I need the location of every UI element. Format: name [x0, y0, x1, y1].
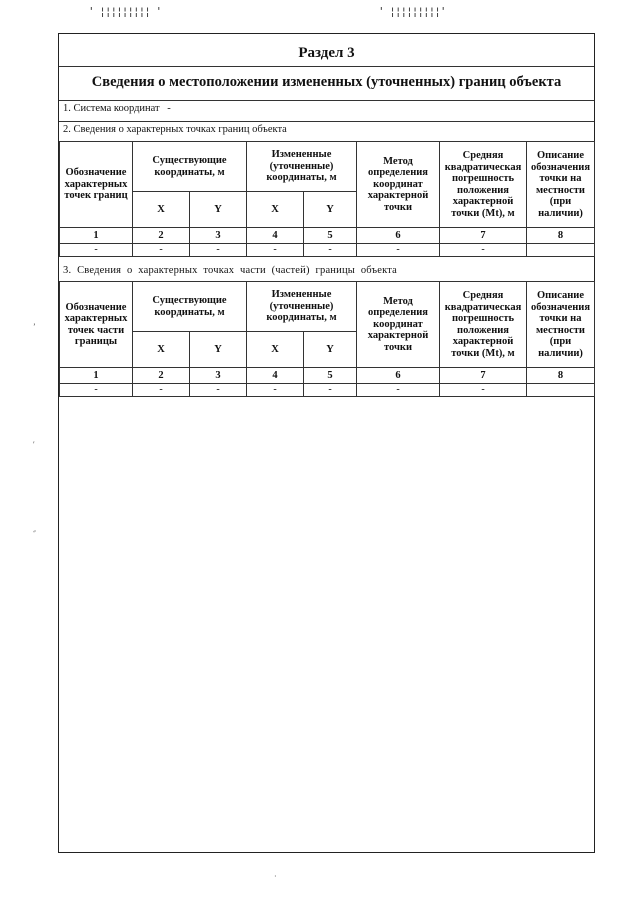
coordinate-system-label: 1. Система координат — [63, 103, 160, 114]
coordinate-system-value: - — [167, 103, 171, 114]
divider — [59, 121, 594, 122]
header-x-changed: X — [247, 332, 304, 368]
header-description: Описание обозначения точки на местности (при наличии) — [527, 142, 595, 228]
table-cell: - — [247, 384, 304, 397]
table-cell: - — [440, 384, 527, 397]
header-error: Средняя квадратическая погрешность положения характерной точки (Mt), м — [440, 142, 527, 228]
coordinate-system — [63, 103, 171, 114]
header-existing-coordinates: Существующие координаты, м — [133, 282, 247, 332]
scan-speck: ״ — [33, 528, 37, 537]
header-description: Описание обозначения точки на местности (при наличии) — [527, 282, 595, 368]
document-frame — [58, 33, 595, 853]
column-number: 6 — [357, 368, 440, 384]
barcode-mark-right: ' ¦¦¦¦¦¦¦¦¦' — [378, 5, 446, 18]
column-number: 5 — [304, 228, 357, 244]
header-existing-coordinates: Существующие координаты, м — [133, 142, 247, 192]
column-number: 8 — [527, 228, 595, 244]
table-cell — [527, 244, 595, 257]
boundary-part-points-table — [59, 281, 595, 397]
column-number: 7 — [440, 368, 527, 384]
table-cell: - — [60, 244, 133, 257]
divider — [59, 100, 594, 101]
header-x-changed: X — [247, 192, 304, 228]
column-number: 3 — [190, 228, 247, 244]
section-title: Раздел 3 — [298, 45, 355, 61]
header-y-changed: Y — [304, 192, 357, 228]
table-cell: - — [133, 384, 190, 397]
scan-speck: ʹ — [33, 440, 35, 449]
section-subtitle: Сведения о местоположении измененных (уточненных) границ объекта — [91, 74, 562, 90]
column-number: 5 — [304, 368, 357, 384]
header-changed-coordinates: Измененные (уточненные) координаты, м — [247, 282, 357, 332]
header-y-existing: Y — [190, 192, 247, 228]
table-cell: - — [440, 244, 527, 257]
header-method: Метод определения координат характерной точки — [357, 142, 440, 228]
table-row — [60, 244, 595, 257]
barcode-mark-left: ' ¦¦¦¦¦¦¦¦¦ ' — [88, 5, 162, 18]
header-x-existing: X — [133, 192, 190, 228]
header-designation: Обозначение характерных точек границ — [60, 142, 133, 228]
column-number: 7 — [440, 228, 527, 244]
column-number: 4 — [247, 368, 304, 384]
divider — [59, 66, 594, 67]
table1-caption: 2. Сведения о характерных точках границ объекта — [63, 124, 287, 135]
column-number: 1 — [60, 368, 133, 384]
header-y-existing: Y — [190, 332, 247, 368]
scan-speck: ʼ — [33, 322, 36, 331]
table-cell: - — [190, 384, 247, 397]
table-cell: - — [190, 244, 247, 257]
column-number: 3 — [190, 368, 247, 384]
column-numbers-row — [60, 368, 595, 384]
column-number: 2 — [133, 368, 190, 384]
table2-caption: 3. Сведения о характерных точках части (частей) границы объекта — [63, 265, 398, 276]
table-cell — [527, 384, 595, 397]
column-numbers-row — [60, 228, 595, 244]
column-number: 6 — [357, 228, 440, 244]
column-number: 1 — [60, 228, 133, 244]
header-designation: Обозначение характерных точек части границы — [60, 282, 133, 368]
scan-speck: · — [274, 872, 277, 881]
column-number: 2 — [133, 228, 190, 244]
header-x-existing: X — [133, 332, 190, 368]
header-error: Средняя квадратическая погрешность положения характерной точки (Mt), м — [440, 282, 527, 368]
table-cell: - — [133, 244, 190, 257]
table-cell: - — [247, 244, 304, 257]
header-changed-coordinates: Измененные (уточненные) координаты, м — [247, 142, 357, 192]
table-cell: - — [357, 384, 440, 397]
table-row — [60, 384, 595, 397]
table-cell: - — [357, 244, 440, 257]
header-y-changed: Y — [304, 332, 357, 368]
table-cell: - — [60, 384, 133, 397]
column-number: 4 — [247, 228, 304, 244]
column-number: 8 — [527, 368, 595, 384]
boundary-points-table — [59, 141, 595, 257]
table-cell: - — [304, 384, 357, 397]
table-cell: - — [304, 244, 357, 257]
header-method: Метод определения координат характерной точки — [357, 282, 440, 368]
